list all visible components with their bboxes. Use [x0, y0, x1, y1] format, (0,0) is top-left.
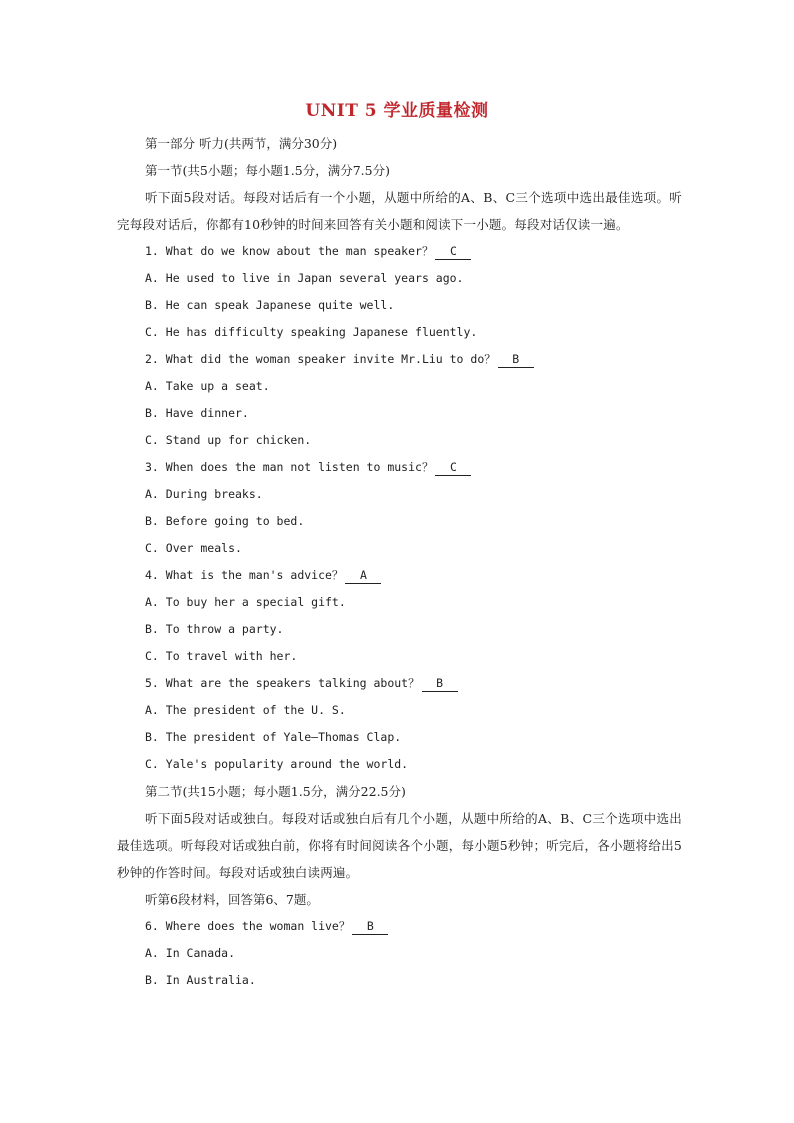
question-text: 1. What do we know about the man speaker？ C — [117, 238, 682, 265]
question-text: 2. What did the woman speaker invite Mr.Liu to do？ B — [117, 346, 682, 373]
material-heading: 听第6段材料，回答第6、7题。 — [145, 892, 319, 907]
content-body — [117, 130, 682, 994]
option: B. Have dinner. — [145, 406, 249, 420]
question-block — [117, 913, 682, 994]
question-text: 3. When does the man not listen to music？ C — [117, 454, 682, 481]
answer-blank: C — [435, 459, 471, 476]
question-text: 5. What are the speakers talking about？ B — [117, 670, 682, 697]
answer-blank: A — [345, 567, 381, 584]
option: C. Stand up for chicken. — [145, 433, 312, 447]
answer-blank: C — [435, 243, 471, 260]
question-text: 6. Where does the woman live？ B — [117, 913, 682, 940]
section-instructions: 听下面5段对话或独白。每段对话或独白后有几个小题，从题中所给的A、B、C三个选项中选出最佳选项。听每段对话或独白前，你将有时间阅读各个小题，每小题5秒钟；听完后，各小题将给出5秒钟的作答时间。每段对话或独白读两遍。 — [117, 811, 682, 880]
option: A. The president of the U. S. — [145, 703, 346, 717]
question-block — [117, 454, 682, 562]
question-block — [117, 346, 682, 454]
page-title: UNIT 5 学业质量检测 — [305, 101, 489, 121]
answer-blank: B — [422, 675, 458, 692]
question-block — [117, 562, 682, 670]
option: B. Before going to bed. — [145, 514, 305, 528]
section-heading: 第一节(共5小题；每小题1.5分，满分7.5分) — [145, 163, 390, 178]
option: B. The president of Yale—Thomas Clap. — [145, 730, 402, 744]
option: C. To travel with her. — [145, 649, 298, 663]
option: A. He used to live in Japan several years ago. — [145, 271, 464, 285]
section-heading: 第二节(共15小题；每小题1.5分，满分22.5分) — [145, 784, 406, 799]
answer-blank: B — [498, 351, 534, 368]
answer-blank: B — [352, 918, 388, 935]
part-heading: 第一部分 听力(共两节，满分30分) — [145, 136, 338, 151]
option: A. To buy her a special gift. — [145, 595, 346, 609]
question-block — [117, 670, 682, 778]
option: C. Over meals. — [145, 541, 242, 555]
option: B. He can speak Japanese quite well. — [145, 298, 395, 312]
option: B. In Australia. — [145, 973, 256, 987]
question-block — [117, 238, 682, 346]
section-instructions: 听下面5段对话。每段对话后有一个小题，从题中所给的A、B、C三个选项中选出最佳选项。听完每段对话后，你都有10秒钟的时间来回答有关小题和阅读下一小题。每段对话仅读一遍。 — [117, 190, 682, 232]
option: A. During breaks. — [145, 487, 263, 501]
option: C. Yale's popularity around the world. — [145, 757, 409, 771]
option: C. He has difficulty speaking Japanese fluently. — [145, 325, 478, 339]
option: A. Take up a seat. — [145, 379, 270, 393]
option: B. To throw a party. — [145, 622, 284, 636]
option: A. In Canada. — [145, 946, 236, 960]
question-text: 4. What is the man's advice？ A — [117, 562, 682, 589]
